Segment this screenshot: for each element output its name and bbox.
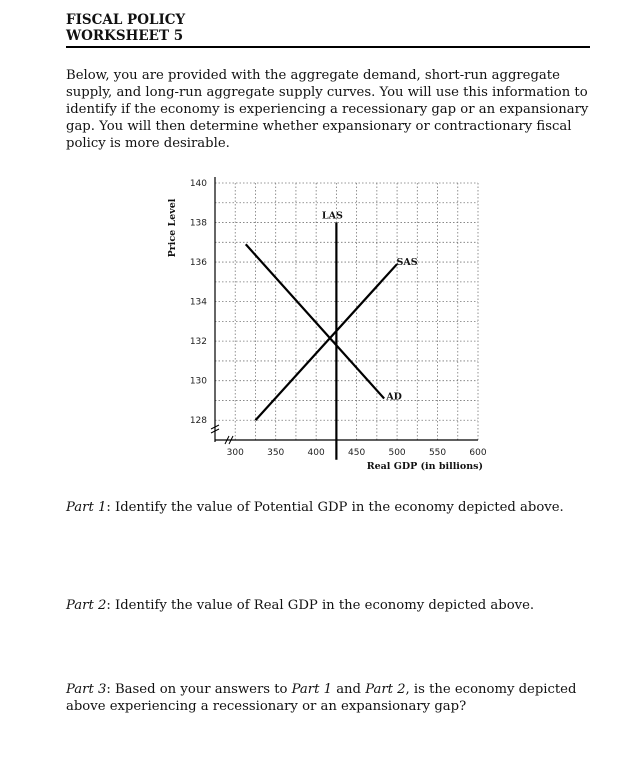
y-tick-label: 138 [189,218,207,229]
part-3-text-c: , is the economy depicted above experiencing a recessionary or an expansionary gap? [66,682,577,714]
label-sas: SAS [396,257,418,269]
part-3-text-b: and [332,682,366,697]
y-tick-label: 134 [189,297,207,308]
part-2-text: : Identify the value of Real GDP in the economy depicted above. [106,598,535,613]
question-part-2 [66,597,596,614]
y-axis-title: Price Level [167,198,178,258]
part-1-text: : Identify the value of Potential GDP in the economy depicted above. [106,500,564,515]
y-tick-label: 132 [189,337,207,348]
question-part-1 [66,499,596,516]
x-tick-label: 350 [267,448,285,458]
intro-paragraph: Below, you are provided with the aggregate demand, short-run aggregate supply, and long-run aggregate supply curves. You will use this information to identify if the economy is experiencing a recessionary gap or an expansionary gap. You will then determine whether expansionary or contractionary fiscal policy is more desirable. [66,68,589,151]
as-ad-chart [160,165,500,475]
worksheet-header [66,12,590,44]
part-2-label: Part 2 [66,598,107,613]
question-part-3 [66,681,596,715]
x-tick-label: 500 [388,448,406,458]
part-1-label: Part 1 [66,500,107,515]
y-tick-label: 140 [189,179,207,189]
header-divider [66,46,590,48]
y-tick-label: 128 [189,416,207,427]
curve-sas [255,264,397,420]
part-3-ref-1: Part 1 [291,682,332,697]
part-3-label: Part 3 [66,682,107,697]
y-tick-label: 136 [189,258,207,269]
label-las: LAS [321,210,343,222]
worksheet-title: FISCAL POLICY [66,12,186,28]
worksheet-subtitle: WORKSHEET 5 [66,28,184,44]
x-tick-label: 300 [226,448,244,458]
x-axis-title: Real GDP (in billions) [366,461,483,472]
label-ad: AD [386,391,402,403]
x-tick-label: 600 [469,448,487,458]
x-tick-label: 450 [348,448,366,458]
y-tick-label: 130 [189,376,207,387]
chart-svg [160,165,500,475]
part-3-ref-2: Part 2 [365,682,406,697]
x-tick-label: 400 [307,448,325,458]
part-3-text-a: : Based on your answers to [106,682,292,697]
x-tick-label: 550 [428,448,447,458]
